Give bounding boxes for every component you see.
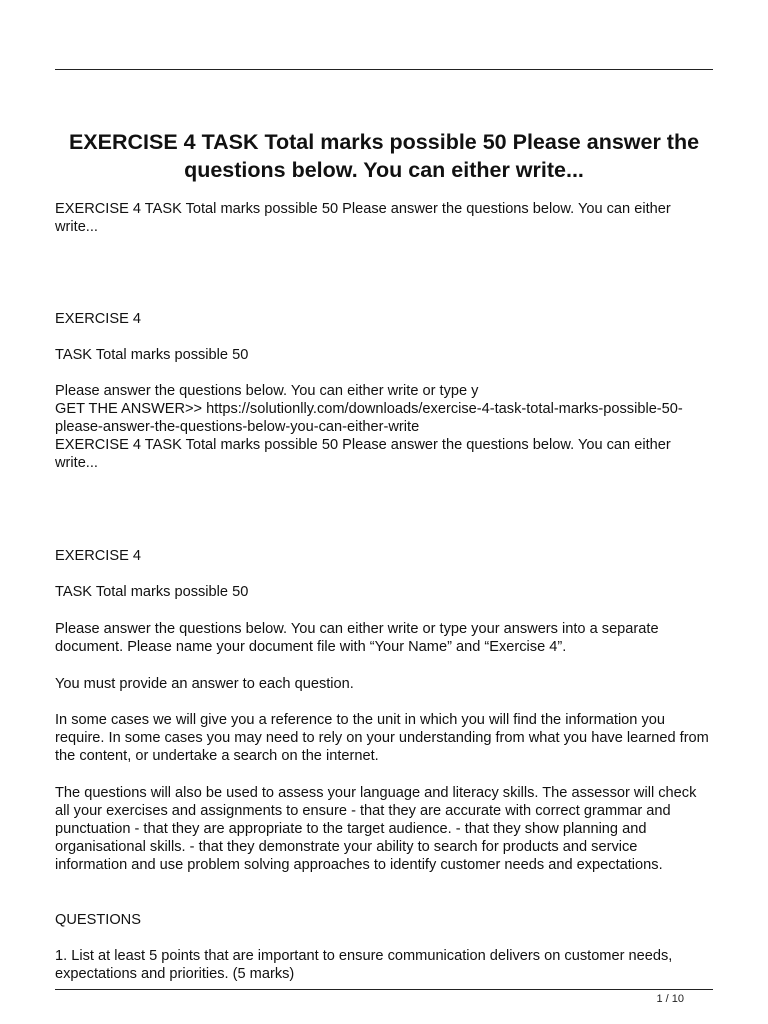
- answer-link[interactable]: GET THE ANSWER>> https://solutionlly.com/downloads/exercise-4-task-total-marks-possible-50-please-answer-the-questions-below-you-can-either-write: [55, 401, 683, 435]
- repeat-paragraph: EXERCISE 4 TASK Total marks possible 50 Please answer the questions below. You can either write...: [55, 437, 671, 471]
- bottom-divider: [55, 989, 713, 990]
- reference-paragraph: In some cases we will give you a reference to the unit in which you will find the information you require. In some cases you may need to rely on your understanding from what you have learned from the content, or undertake a search on the internet.: [55, 712, 709, 764]
- questions-heading: QUESTIONS: [55, 912, 141, 928]
- task-line: TASK Total marks possible 50: [55, 584, 249, 600]
- assessment-paragraph: The questions will also be used to assess your language and literacy skills. The assessor will check all your exercises and assignments to ensure - that they are accurate with correct grammar and punctuation - that they are appropriate to the target audience. - that they show planning and organisational skills. - that they demonstrate your ability to search for products and service information and use problem solving approaches to identify customer needs and expectations.: [55, 785, 697, 873]
- document-title: EXERCISE 4 TASK Total marks possible 50 Please answer the questions below. You can either write...: [68, 130, 700, 182]
- exercise-heading: EXERCISE 4: [55, 548, 141, 564]
- instruction-line: Please answer the questions below. You can either write or type y: [55, 383, 479, 399]
- question-1: 1. List at least 5 points that are important to ensure communication delivers on customer needs, expectations and priorities. (5 marks): [55, 948, 673, 982]
- intro-paragraph: EXERCISE 4 TASK Total marks possible 50 Please answer the questions below. You can either write...: [55, 201, 671, 235]
- top-divider: [55, 69, 713, 70]
- exercise-heading: EXERCISE 4: [55, 311, 141, 327]
- requirement-paragraph: You must provide an answer to each question.: [55, 676, 354, 692]
- instructions-paragraph: Please answer the questions below. You can either write or type your answers into a separate document. Please name your document file with “Your Name” and “Exercise 4”.: [55, 621, 659, 655]
- task-line: TASK Total marks possible 50: [55, 347, 249, 363]
- page-indicator: 1 / 10: [656, 993, 684, 1005]
